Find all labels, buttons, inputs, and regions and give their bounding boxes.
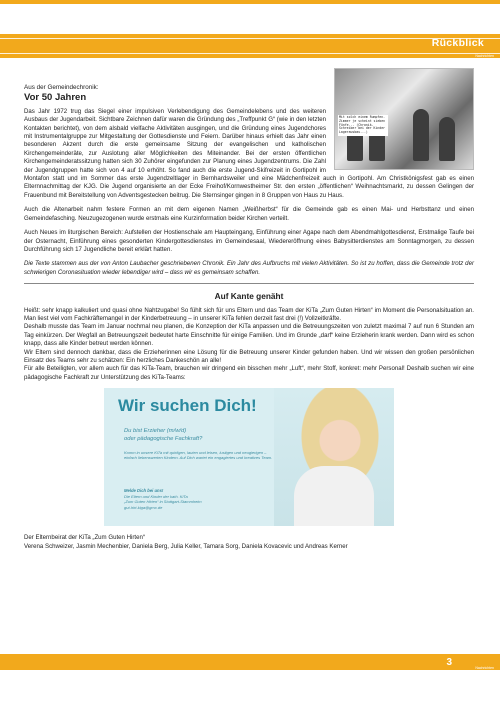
section-divider — [24, 283, 474, 284]
top-accent-bar — [0, 0, 500, 4]
section-title: Rückblick — [431, 37, 484, 49]
article-title: Vor 50 Jahren — [24, 92, 87, 104]
ad-contact-line: Die Eltern und Kinder der kath. KiTa — [124, 494, 188, 500]
child-photo — [274, 388, 394, 526]
article-title: Auf Kante genäht — [214, 291, 284, 302]
article-paragraph: Für alle Beteiligten, vor allem auch für das KiTa-Team, brauchen wir dringend ein bisschen mehr „Luft“, mehr Stoff, konkret: mehr Personal! Deshalb suchen wir eine pädagogische Fachkraft zur Unterstützung des KiTa-Teams: — [24, 365, 474, 381]
article-paragraph: Auch die Altenarbeit nahm festere Formen an mit dem eigenen Namen „Weißherbst“ für die Gemeinde gab es einen Mai- und Herbsttanz und einen Gemeindefasching. Neuzugezogenen wurde erstmals eine Kurzinformation beider Kirchen verteilt. — [24, 206, 474, 222]
person-silhouette — [413, 109, 429, 161]
header-band — [0, 34, 500, 58]
article-paragraph: Wir Eltern sind dennoch dankbar, dass die Erzieherinnen eine Lösung für die Betreuung unserer Kinder gefunden haben. Und wir wissen den großen persönlichen Einsatz des Teams sehr zu schätzen: Ein herzliches Dankeschön an alle! — [24, 348, 474, 364]
ad-contact-heading: Melde Dich bei uns! — [124, 488, 164, 494]
job-ad-banner — [104, 388, 394, 526]
ad-contact — [124, 494, 202, 510]
ad-contact-line: „Zum Guten Hirten“ in Stuttgart-Stammheim — [124, 499, 202, 505]
header-tag: Nachrichten — [475, 54, 494, 58]
article-paragraph: Auch Neues im liturgischen Bereich: Aufstellen der Hostienschale am Haupteingang, Einführung einer Agape nach dem Abendmahlgottesdienst, Erstmalige Taufe bei der Osternacht, Einführung eines gesonderten Kindergottesdienstes im Gemeindesaal, Wiedereröffnung eines Babysitterdienstes am Sonntagmorgen, zu dessen Durchführung sich 17 Jugendliche bereit erklärt hatten. — [24, 229, 474, 253]
header-stripe — [0, 53, 500, 54]
page-number: 3 — [446, 657, 452, 668]
person-silhouette — [439, 117, 455, 161]
ad-subheadline — [124, 428, 202, 443]
chronicle-photo — [334, 68, 474, 170]
ad-subheadline-line: Du bist Erzieher (m/w/d) — [124, 428, 187, 435]
ad-body: Komm in unsere KiTa mit quirligen, lauten und leisen, lustigen und neugierigen – einfach liebenswerten Kindern. Auf Dich wartet ein engagiertes und kreatives Team. — [124, 450, 273, 461]
ad-headline: Wir suchen Dich! — [118, 396, 257, 416]
ad-contact-email: gut-hirt-kiga@gmx.de — [124, 504, 163, 510]
article-paragraph: Heißt: sehr knapp kalkuliert und quasi ohne Nahtzugabe! So fühlt sich für uns Eltern und das Team der KiTa „Zum Guten Hirten“ im Moment die Personalsituation an. Man liest viel vom Fachkräftemangel in der Kinderbetreuung – in unserer KiTa fehlen derzeit fast drei (!) Vollzeitkräfte. — [24, 306, 474, 322]
footer-tag: Nachrichten — [475, 666, 494, 670]
article-kicker: Aus der Gemeindechronik: — [24, 84, 99, 91]
footer-band — [0, 654, 500, 670]
page-content — [24, 84, 474, 551]
child-shirt — [294, 466, 374, 526]
signature-names: Verena Schweizer, Jasmin Mechenbier, Daniela Berg, Julia Keller, Tamara Sorg, Daniela Kovacevic und Andreas Kerner — [24, 542, 348, 550]
photo-caption: Mit solch einem Rumpfen-Zimmer je scheint sieben Fünfe... (Chronik-Schreiber bei der Kinder Lagerausbau...) — [338, 115, 388, 136]
closing-signature — [24, 534, 474, 551]
header-stripe — [0, 38, 500, 39]
article-paragraph: Deshalb musste das Team im Januar nochmal neu planen, die Konzeption der KiTa anpassen und die Betreuungszeiten von zuletzt maximal 7 auf nun 6 Stunden am Tag einkürzen. Der Wegfall an Betreuungszeit bedeutet harte Einschnitte für einige Familien. Und im Grunde „darf“ keine Erzieherin krank werden. Dann wird es schon knapp, dass alle Kinder betreut werden können. — [24, 323, 474, 348]
signature-line: Der Elternbeirat der KiTa „Zum Guten Hirten“ — [24, 534, 145, 542]
chronicle-note: Die Texte stammen aus der von Anton Laubacher geschriebenen Chronik. Ein Jahr des Aufbruchs mit vielen Aktivitäten. So ist zu hoffen, dass die Gemeinde trotz der schwierigen Coronasituation wieder lebendiger wird – dass wir es gemeinsam schaffen. — [24, 260, 474, 276]
ad-subheadline-line: oder pädagogische Fachkraft? — [124, 435, 203, 442]
historic-photo — [334, 68, 474, 170]
article-paragraph: Das Jahr 1972 trug das Siegel einer impulsiven Verlebendigung des Gemeindelebens und des weiteren Ausbaus der Jugendarbeit. Sichtbare Zeichnen dafür waren die Gründung des „Treffpunkt G“ (wie in den letzten Kontakten berichtet), von dem alsbald vielfache Aktivitäten ausgingen, und die Gründung eines Jugendchores mit Instrumentalgruppe zur Mitgestaltung der Gottesdienste und Feiern. Darüber hinaus erhielt das Jahr einen besonderen Akzent durch die erste gemeinsame Sitzung der evangelischen und katholischen Kirchengemeinderäte, zur Auslotung aller Möglichkeiten des Miteinander. Bei der ersten öffentlichen Kirchengemeinderatssitzung hatten sich 30 Zuhörer eingefunden zur Planung eines Jugendzentrums. Die Zahl der Jugendgruppen hatte sich von 4 auf 10 erhöht. So fand auch die erste Jugend-Skifreizeit in Gortipohl im Montafon statt und im Sommer das erste Jugendzeltlager in Bernhardsweiler und eine Mädchenfreizeit auch in Gortipohl. Am Christkönigsfest gab es einen Elternnachmittag der KJG. Die Jugend organisierte an der Ecke Freihof/Kornwestheimer Str. den ersten „öffentlichen“ Weihnachtsmarkt, zu dessen Gelingen der Frauenbund mit Bereitstellung von Adventsgestecken beitrug. Die Sternsinger gingen in 8 Gruppen von Haus zu Haus. — [24, 107, 474, 199]
